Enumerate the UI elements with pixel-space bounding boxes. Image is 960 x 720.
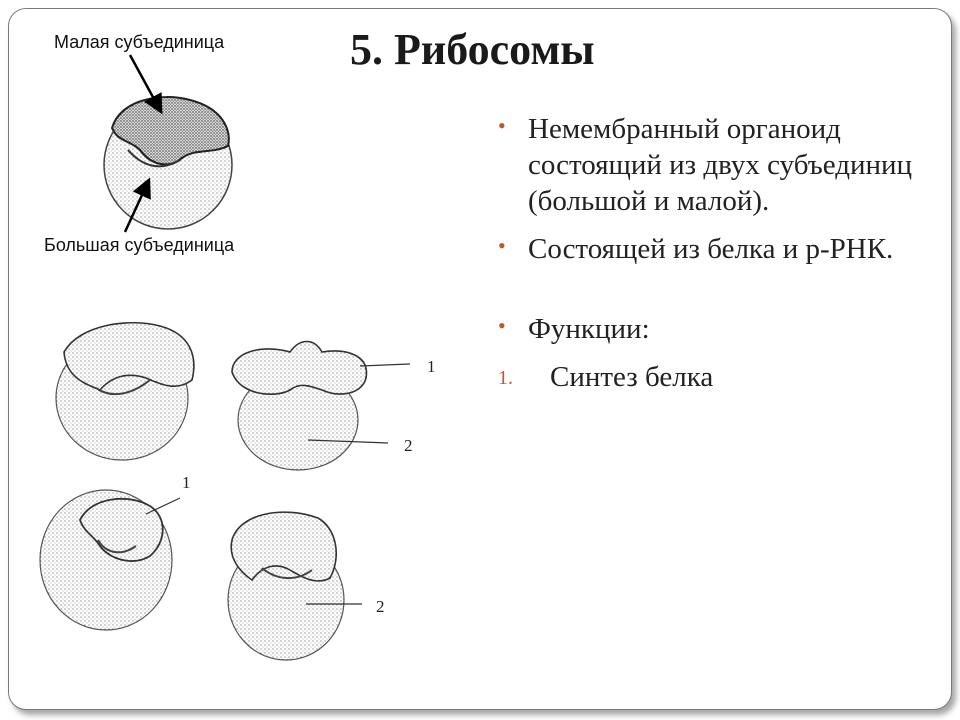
bullet-icon: • <box>498 232 506 258</box>
callout-label: 2 <box>404 436 413 455</box>
ribosome-view-1 <box>56 323 194 460</box>
bullet-text: Функции: <box>528 312 650 345</box>
callout-label: 1 <box>427 357 436 376</box>
bullet-icon: • <box>498 312 506 338</box>
bullet-icon: • <box>498 113 506 138</box>
callout-line <box>360 364 410 366</box>
ribosome-view-2 <box>232 342 366 471</box>
item-number: 1. <box>498 366 513 389</box>
slide-title: 5. Рибосомы <box>350 25 595 74</box>
callout-label: 2 <box>376 597 385 616</box>
bullet-text: Состоящей из белка и р-РНК. <box>528 232 894 265</box>
ribosome-view-4 <box>228 512 344 660</box>
item-text: Синтез белка <box>550 360 714 393</box>
bullet-text: Немембранный органоид состоящий из двух субъединиц (большой и малой). <box>528 113 913 217</box>
ribosome-main-figure <box>104 97 232 229</box>
small-subunit-label: Малая субъединица <box>54 32 225 52</box>
large-subunit-label: Большая субъединица <box>44 235 235 255</box>
callout-label: 1 <box>182 473 191 492</box>
